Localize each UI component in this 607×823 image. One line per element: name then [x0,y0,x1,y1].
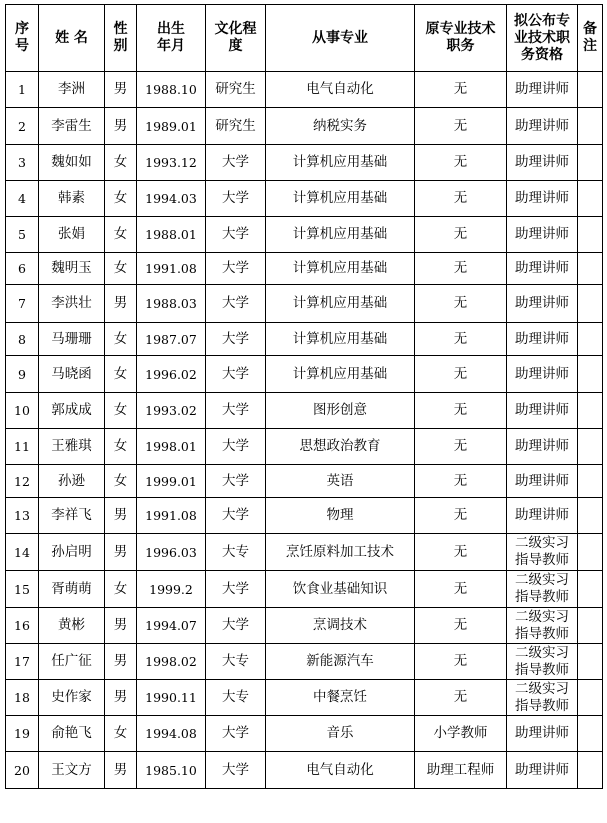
cell-birth: 1994.08 [137,716,206,752]
table-row [6,498,603,534]
header-education: 文化程度 [206,5,266,72]
cell-original-title: 无 [415,217,507,253]
cell-major: 计算机应用基础 [266,253,415,285]
header-no: 序号 [6,5,39,72]
cell-name: 黄彬 [39,608,105,644]
cell-gender: 女 [105,181,137,217]
cell-education: 大学 [206,323,266,356]
cell-name: 马晓函 [39,356,105,393]
cell-proposed-title: 助理讲师 [507,253,578,285]
cell-name: 史作家 [39,680,105,716]
cell-original-title: 无 [415,285,507,323]
cell-remark [578,393,603,429]
cell-no: 17 [6,644,39,680]
table-row [6,680,603,716]
cell-birth: 1998.02 [137,644,206,680]
cell-proposed-title: 助理讲师 [507,429,578,465]
cell-remark [578,571,603,608]
cell-no: 19 [6,716,39,752]
cell-major: 新能源汽车 [266,644,415,680]
cell-name: 任广征 [39,644,105,680]
cell-gender: 男 [105,680,137,716]
cell-name: 胥萌萌 [39,571,105,608]
table-row [6,108,603,145]
cell-name: 俞艳飞 [39,716,105,752]
cell-remark [578,356,603,393]
cell-education: 大学 [206,429,266,465]
cell-gender: 女 [105,323,137,356]
cell-major: 计算机应用基础 [266,145,415,181]
cell-birth: 1996.02 [137,356,206,393]
cell-proposed-title: 二级实习指导教师 [507,680,578,716]
cell-gender: 女 [105,716,137,752]
cell-original-title: 小学教师 [415,716,507,752]
cell-remark [578,498,603,534]
cell-original-title: 无 [415,571,507,608]
table-row [6,752,603,789]
cell-no: 9 [6,356,39,393]
cell-major: 计算机应用基础 [266,217,415,253]
header-row [6,5,603,72]
cell-name: 魏明玉 [39,253,105,285]
cell-no: 8 [6,323,39,356]
header-major: 从事专业 [266,5,415,72]
table-row [6,217,603,253]
table-row [6,571,603,608]
cell-birth: 1993.12 [137,145,206,181]
cell-name: 李洪壮 [39,285,105,323]
cell-proposed-title: 二级实习指导教师 [507,608,578,644]
cell-name: 王文方 [39,752,105,789]
cell-proposed-title: 助理讲师 [507,393,578,429]
cell-education: 大学 [206,752,266,789]
cell-education: 大学 [206,181,266,217]
cell-original-title: 无 [415,323,507,356]
cell-proposed-title: 助理讲师 [507,498,578,534]
cell-name: 李祥飞 [39,498,105,534]
cell-gender: 女 [105,429,137,465]
cell-proposed-title: 助理讲师 [507,108,578,145]
cell-education: 大学 [206,608,266,644]
cell-no: 13 [6,498,39,534]
cell-remark [578,145,603,181]
cell-birth: 1988.01 [137,217,206,253]
cell-gender: 女 [105,465,137,498]
cell-major: 烹饪原料加工技术 [266,534,415,571]
cell-proposed-title: 助理讲师 [507,217,578,253]
cell-birth: 1993.02 [137,393,206,429]
cell-remark [578,534,603,571]
cell-major: 纳税实务 [266,108,415,145]
table-row [6,393,603,429]
table-row [6,323,603,356]
table-row [6,253,603,285]
cell-remark [578,429,603,465]
cell-birth: 1996.03 [137,534,206,571]
header-original-title: 原专业技术职务 [415,5,507,72]
cell-original-title: 无 [415,644,507,680]
cell-original-title: 无 [415,608,507,644]
cell-major: 中餐烹饪 [266,680,415,716]
cell-proposed-title: 助理讲师 [507,465,578,498]
cell-proposed-title: 助理讲师 [507,356,578,393]
cell-education: 研究生 [206,108,266,145]
cell-gender: 男 [105,644,137,680]
cell-education: 大学 [206,393,266,429]
cell-proposed-title: 助理讲师 [507,716,578,752]
cell-birth: 1988.03 [137,285,206,323]
cell-original-title: 无 [415,72,507,108]
cell-name: 马珊珊 [39,323,105,356]
cell-education: 大学 [206,285,266,323]
cell-birth: 1991.08 [137,253,206,285]
cell-major: 计算机应用基础 [266,285,415,323]
cell-education: 大学 [206,217,266,253]
table-row [6,181,603,217]
cell-education: 大专 [206,680,266,716]
cell-birth: 1985.10 [137,752,206,789]
cell-gender: 男 [105,285,137,323]
cell-proposed-title: 助理讲师 [507,181,578,217]
cell-remark [578,181,603,217]
cell-gender: 女 [105,356,137,393]
cell-birth: 1994.07 [137,608,206,644]
cell-education: 研究生 [206,72,266,108]
cell-birth: 1987.07 [137,323,206,356]
header-proposed-title: 拟公布专业技术职务资格 [507,5,578,72]
cell-original-title: 无 [415,108,507,145]
table-row [6,465,603,498]
cell-no: 7 [6,285,39,323]
table-row [6,145,603,181]
cell-remark [578,680,603,716]
cell-major: 电气自动化 [266,72,415,108]
cell-gender: 男 [105,608,137,644]
cell-proposed-title: 助理讲师 [507,145,578,181]
cell-major: 图形创意 [266,393,415,429]
header-remark: 备注 [578,5,603,72]
cell-gender: 男 [105,72,137,108]
cell-name: 王雅琪 [39,429,105,465]
cell-remark [578,323,603,356]
cell-proposed-title: 助理讲师 [507,285,578,323]
cell-gender: 男 [105,752,137,789]
cell-remark [578,72,603,108]
cell-name: 李洲 [39,72,105,108]
table-row [6,285,603,323]
cell-name: 张娟 [39,217,105,253]
cell-birth: 1998.01 [137,429,206,465]
cell-name: 孙启明 [39,534,105,571]
personnel-table [5,4,603,789]
cell-original-title: 无 [415,498,507,534]
cell-original-title: 无 [415,534,507,571]
cell-remark [578,716,603,752]
cell-no: 14 [6,534,39,571]
cell-major: 饮食业基础知识 [266,571,415,608]
cell-education: 大学 [206,145,266,181]
cell-name: 李雷生 [39,108,105,145]
cell-remark [578,285,603,323]
cell-birth: 1988.10 [137,72,206,108]
table-row [6,644,603,680]
cell-original-title: 无 [415,181,507,217]
cell-no: 3 [6,145,39,181]
cell-no: 18 [6,680,39,716]
cell-no: 20 [6,752,39,789]
cell-education: 大学 [206,571,266,608]
cell-name: 魏如如 [39,145,105,181]
cell-no: 5 [6,217,39,253]
table-row [6,716,603,752]
cell-remark [578,752,603,789]
cell-gender: 男 [105,108,137,145]
cell-gender: 女 [105,571,137,608]
cell-education: 大学 [206,253,266,285]
cell-education: 大专 [206,534,266,571]
cell-education: 大学 [206,356,266,393]
cell-remark [578,465,603,498]
cell-birth: 1999.2 [137,571,206,608]
table-row [6,534,603,571]
cell-remark [578,253,603,285]
cell-no: 1 [6,72,39,108]
table-row [6,429,603,465]
cell-gender: 女 [105,145,137,181]
cell-no: 11 [6,429,39,465]
table-row [6,72,603,108]
cell-major: 计算机应用基础 [266,181,415,217]
cell-no: 10 [6,393,39,429]
cell-major: 计算机应用基础 [266,356,415,393]
cell-original-title: 无 [415,253,507,285]
cell-no: 15 [6,571,39,608]
cell-proposed-title: 二级实习指导教师 [507,534,578,571]
cell-original-title: 无 [415,356,507,393]
cell-no: 2 [6,108,39,145]
cell-gender: 男 [105,498,137,534]
cell-no: 4 [6,181,39,217]
cell-gender: 女 [105,217,137,253]
cell-education: 大专 [206,644,266,680]
cell-birth: 1990.11 [137,680,206,716]
cell-proposed-title: 助理讲师 [507,323,578,356]
cell-gender: 男 [105,534,137,571]
header-birth: 出生年月 [137,5,206,72]
cell-original-title: 无 [415,429,507,465]
cell-no: 6 [6,253,39,285]
cell-name: 韩素 [39,181,105,217]
cell-gender: 女 [105,253,137,285]
cell-proposed-title: 二级实习指导教师 [507,571,578,608]
cell-original-title: 无 [415,393,507,429]
cell-name: 郭成成 [39,393,105,429]
cell-major: 计算机应用基础 [266,323,415,356]
cell-no: 16 [6,608,39,644]
cell-name: 孙逊 [39,465,105,498]
cell-original-title: 无 [415,145,507,181]
cell-original-title: 无 [415,680,507,716]
header-name: 姓 名 [39,5,105,72]
cell-original-title: 无 [415,465,507,498]
cell-remark [578,108,603,145]
cell-original-title: 助理工程师 [415,752,507,789]
cell-proposed-title: 二级实习指导教师 [507,644,578,680]
cell-remark [578,644,603,680]
cell-major: 音乐 [266,716,415,752]
table-row [6,356,603,393]
cell-education: 大学 [206,465,266,498]
cell-proposed-title: 助理讲师 [507,752,578,789]
cell-birth: 1994.03 [137,181,206,217]
cell-major: 英语 [266,465,415,498]
cell-major: 思想政治教育 [266,429,415,465]
header-gender: 性别 [105,5,137,72]
cell-education: 大学 [206,716,266,752]
cell-proposed-title: 助理讲师 [507,72,578,108]
cell-birth: 1991.08 [137,498,206,534]
cell-remark [578,608,603,644]
cell-education: 大学 [206,498,266,534]
cell-birth: 1989.01 [137,108,206,145]
cell-major: 电气自动化 [266,752,415,789]
table-row [6,608,603,644]
cell-major: 烹调技术 [266,608,415,644]
cell-remark [578,217,603,253]
cell-no: 12 [6,465,39,498]
cell-major: 物理 [266,498,415,534]
cell-birth: 1999.01 [137,465,206,498]
cell-gender: 女 [105,393,137,429]
